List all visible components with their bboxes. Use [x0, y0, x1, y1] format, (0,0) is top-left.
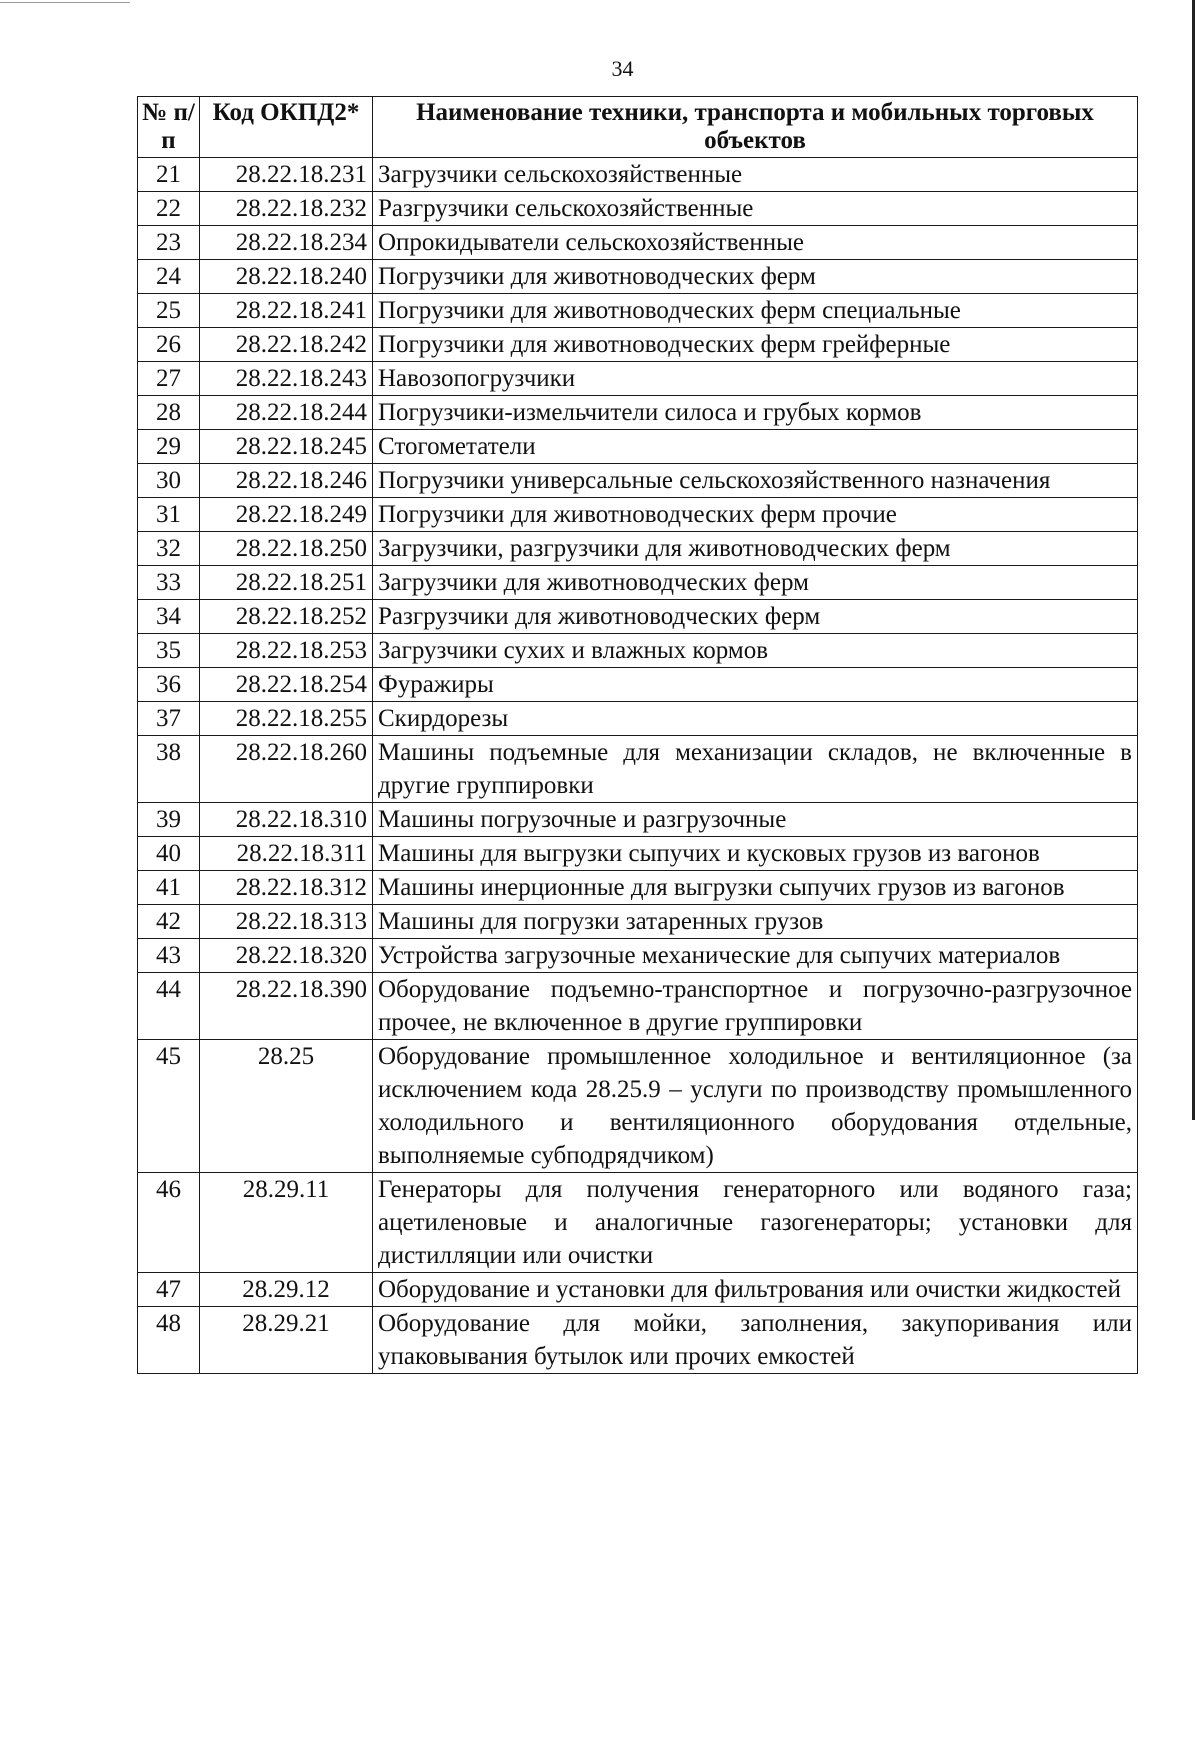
table-row: [138, 362, 1138, 396]
table-row: [138, 1307, 1138, 1374]
okpd2-code: 28.22.18.234: [200, 226, 373, 260]
table-row: [138, 532, 1138, 566]
table-row: [138, 226, 1138, 260]
okpd2-code: 28.22.18.245: [200, 430, 373, 464]
equipment-name: Оборудование и установки для фильтрования или очистки жидкостей: [373, 1273, 1138, 1307]
row-number: 37: [138, 702, 200, 736]
equipment-name: Машины подъемные для механизации складов, не включенные в другие группировки: [373, 736, 1138, 803]
table-body: [138, 158, 1138, 1374]
table-row: [138, 396, 1138, 430]
row-number: 22: [138, 192, 200, 226]
okpd2-code: 28.22.18.244: [200, 396, 373, 430]
okpd2-code: 28.22.18.255: [200, 702, 373, 736]
row-number: 26: [138, 328, 200, 362]
row-number: 31: [138, 498, 200, 532]
equipment-name: Устройства загрузочные механические для сыпучих материалов: [373, 939, 1138, 973]
row-number: 35: [138, 634, 200, 668]
equipment-name: Погрузчики-измельчители силоса и грубых кормов: [373, 396, 1138, 430]
okpd2-code: 28.22.18.246: [200, 464, 373, 498]
okpd2-code: 28.22.18.242: [200, 328, 373, 362]
row-number: 29: [138, 430, 200, 464]
row-number: 45: [138, 1040, 200, 1173]
row-number: 21: [138, 158, 200, 192]
equipment-name: Стогометатели: [373, 430, 1138, 464]
table-row: [138, 939, 1138, 973]
row-number: 42: [138, 905, 200, 939]
equipment-name: Загрузчики сухих и влажных кормов: [373, 634, 1138, 668]
row-number: 47: [138, 1273, 200, 1307]
equipment-name: Машины погрузочные и разгрузочные: [373, 803, 1138, 837]
row-number: 44: [138, 973, 200, 1040]
equipment-name: Погрузчики универсальные сельскохозяйственного назначения: [373, 464, 1138, 498]
row-number: 23: [138, 226, 200, 260]
okpd2-code: 28.22.18.232: [200, 192, 373, 226]
okpd2-code: 28.29.21: [200, 1307, 373, 1374]
row-number: 36: [138, 668, 200, 702]
row-number: 30: [138, 464, 200, 498]
table-row: [138, 328, 1138, 362]
equipment-name: Навозопогрузчики: [373, 362, 1138, 396]
table-header-row: [138, 97, 1138, 158]
header-num: № п/п: [138, 97, 200, 158]
table-row: [138, 837, 1138, 871]
equipment-name: Загрузчики, разгрузчики для животноводческих ферм: [373, 532, 1138, 566]
equipment-name: Погрузчики для животноводческих ферм специальные: [373, 294, 1138, 328]
header-name: Наименование техники, транспорта и мобильных торговых объектов: [373, 97, 1138, 158]
equipment-name: Оборудование промышленное холодильное и вентиляционное (за исключением кода 28.25.9 – услуги по производству промышленного холодильного и вентиляционного оборудования отдельные, выполняемые субподрядчиком): [373, 1040, 1138, 1173]
equipment-name: Погрузчики для животноводческих ферм: [373, 260, 1138, 294]
okpd2-code: 28.22.18.243: [200, 362, 373, 396]
equipment-table: [137, 96, 1138, 1374]
table-row: [138, 430, 1138, 464]
okpd2-code: 28.22.18.390: [200, 973, 373, 1040]
row-number: 46: [138, 1173, 200, 1273]
okpd2-code: 28.25: [200, 1040, 373, 1173]
equipment-name: Опрокидыватели сельскохозяйственные: [373, 226, 1138, 260]
row-number: 33: [138, 566, 200, 600]
table-row: [138, 871, 1138, 905]
table-row: [138, 192, 1138, 226]
table-row: [138, 158, 1138, 192]
equipment-name: Машины для выгрузки сыпучих и кусковых грузов из вагонов: [373, 837, 1138, 871]
table-row: [138, 1173, 1138, 1273]
table-row: [138, 260, 1138, 294]
table-row: [138, 634, 1138, 668]
table-row: [138, 566, 1138, 600]
row-number: 41: [138, 871, 200, 905]
table-row: [138, 803, 1138, 837]
okpd2-code: 28.22.18.313: [200, 905, 373, 939]
row-number: 39: [138, 803, 200, 837]
row-number: 27: [138, 362, 200, 396]
okpd2-code: 28.22.18.311: [200, 837, 373, 871]
equipment-name: Машины инерционные для выгрузки сыпучих грузов из вагонов: [373, 871, 1138, 905]
row-number: 32: [138, 532, 200, 566]
table-row: [138, 600, 1138, 634]
equipment-name: Скирдорезы: [373, 702, 1138, 736]
equipment-name: Загрузчики для животноводческих ферм: [373, 566, 1138, 600]
page-number: 34: [611, 56, 634, 81]
okpd2-code: 28.22.18.249: [200, 498, 373, 532]
scan-artifact-line: [0, 2, 130, 3]
row-number: 24: [138, 260, 200, 294]
table-row: [138, 973, 1138, 1040]
okpd2-code: 28.22.18.310: [200, 803, 373, 837]
equipment-name: Разгрузчики для животноводческих ферм: [373, 600, 1138, 634]
header-code: Код ОКПД2*: [200, 97, 373, 158]
okpd2-code: 28.22.18.250: [200, 532, 373, 566]
okpd2-code: 28.22.18.312: [200, 871, 373, 905]
okpd2-code: 28.29.12: [200, 1273, 373, 1307]
okpd2-code: 28.22.18.260: [200, 736, 373, 803]
table-row: [138, 464, 1138, 498]
table-row: [138, 1040, 1138, 1173]
okpd2-code: 28.29.11: [200, 1173, 373, 1273]
row-number: 34: [138, 600, 200, 634]
row-number: 40: [138, 837, 200, 871]
table-row: [138, 294, 1138, 328]
table-row: [138, 702, 1138, 736]
row-number: 48: [138, 1307, 200, 1374]
table-row: [138, 736, 1138, 803]
table-row: [138, 1273, 1138, 1307]
row-number: 28: [138, 396, 200, 430]
row-number: 38: [138, 736, 200, 803]
row-number: 43: [138, 939, 200, 973]
equipment-name: Оборудование подъемно-транспортное и погрузочно-разгрузочное прочее, не включенное в другие группировки: [373, 973, 1138, 1040]
okpd2-code: 28.22.18.240: [200, 260, 373, 294]
equipment-name: Машины для погрузки затаренных грузов: [373, 905, 1138, 939]
equipment-name: Фуражиры: [373, 668, 1138, 702]
okpd2-code: 28.22.18.254: [200, 668, 373, 702]
table-row: [138, 498, 1138, 532]
okpd2-code: 28.22.18.320: [200, 939, 373, 973]
scan-page-edge: [1192, 0, 1195, 1120]
okpd2-code: 28.22.18.251: [200, 566, 373, 600]
table-row: [138, 905, 1138, 939]
equipment-name: Погрузчики для животноводческих ферм прочие: [373, 498, 1138, 532]
equipment-name: Генераторы для получения генераторного или водяного газа; ацетиленовые и аналогичные газогенераторы; установки для дистилляции или очистки: [373, 1173, 1138, 1273]
equipment-name: Погрузчики для животноводческих ферм грейферные: [373, 328, 1138, 362]
equipment-name: Разгрузчики сельскохозяйственные: [373, 192, 1138, 226]
okpd2-code: 28.22.18.252: [200, 600, 373, 634]
okpd2-code: 28.22.18.253: [200, 634, 373, 668]
equipment-name: Оборудование для мойки, заполнения, закупоривания или упаковывания бутылок или прочих емкостей: [373, 1307, 1138, 1374]
equipment-name: Загрузчики сельскохозяйственные: [373, 158, 1138, 192]
okpd2-code: 28.22.18.231: [200, 158, 373, 192]
row-number: 25: [138, 294, 200, 328]
okpd2-code: 28.22.18.241: [200, 294, 373, 328]
table-row: [138, 668, 1138, 702]
